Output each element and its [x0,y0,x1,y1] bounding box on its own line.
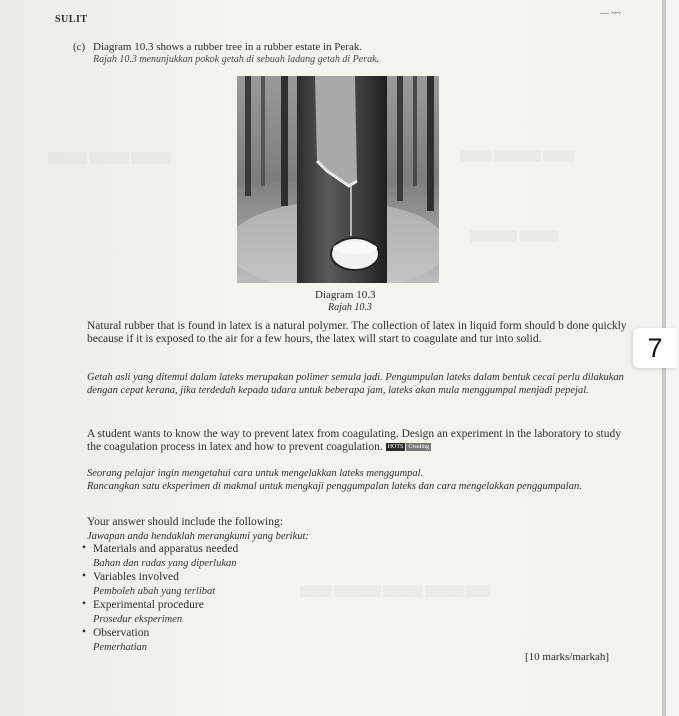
bleed-through-text: ▒▒▒▒▒▒ ▒▒▒▒▒ [470,230,559,242]
list-item: • Observation [82,627,382,640]
question-label: (c) [73,41,86,53]
task-en-text: A student wants to know the way to prevent latex from coagulating. Design an experiment in the laboratory to study the coagulation process in latex and how to prevent coagulation. [87,428,621,453]
top-right-mark: — ~~ [600,8,621,18]
list-item-ms: Bahan dan radas yang diperlukan [93,558,237,569]
list-item-ms: Prosedur eksperimen [93,614,183,625]
question-intro-en: Diagram 10.3 shows a rubber tree in a rubber estate in Perak. [93,41,363,53]
figure-caption-ms: Rajah 10.3 [328,302,372,313]
bleed-through-text: ▒▒▒▒ ▒▒▒▒▒▒ ▒▒▒▒ [460,150,575,162]
bleed-through-text: ▒▒▒▒ ▒▒▒▒▒▒ ▒▒▒▒▒ ▒▒▒▒▒ ▒▒▒ [300,585,491,597]
page-header-code: SULIT [55,14,88,25]
bleed-through-text: ▒▒▒▒▒ ▒▒▒▒▒ ▒▒▒▒▒ [48,152,171,164]
rubber-tree-illustration [237,76,439,283]
hots-badge: HOTS [387,444,404,451]
list-item: • Variables involved [82,571,382,584]
marks-allocation: [10 marks/markah] [525,651,609,663]
requirements-list [82,543,382,655]
hots-badge-creating: Creating [408,444,430,451]
task-en [87,428,632,454]
instructions-en: Your answer should include the following: [87,516,283,528]
list-item: • Materials and apparatus needed [82,543,382,556]
rubber-tree-photo [237,76,439,283]
figure-caption-en: Diagram 10.3 [315,289,376,301]
passage-ms: Getah asli yang ditemui dalam lateks merupakan polimer semula jadi. Pengumpulan lateks dalam bentuk cecai perlu dilakukan dengan cepat kerana, jika terdedah kepada udara untuk beberapa jam, lateks akan mula menggumpal menjadi pepejal. [87,372,624,396]
list-item-ms: Pemerhatian [93,642,148,653]
list-item: • Experimental procedure [82,599,382,612]
list-item-ms: Pemboleh ubah yang terlibat [93,586,216,597]
instructions-ms: Jawapan anda hendaklah merangkumi yang berikut: [87,531,309,542]
passage-en: Natural rubber that is found in latex is a natural polymer. The collection of latex in liquid form should b done quickly because if it is exposed to the air for a few hours, the latex will start to coagulate and tur into solid. [87,320,627,345]
task-ms-line1: Seorang pelajar ingin mengetahui cara untuk mengelakkan lateks menggumpal. [87,468,424,479]
page-number-badge[interactable]: 7 [633,328,677,368]
question-intro-ms: Rajah 10.3 menunjukkan pokok getah di sebuah ladang getah di Perak. [93,54,380,65]
task-ms-line2: Rancangkan satu eksperimen di makmal untuk mengkaji penggumpalan lateks dan cara mengelakkan penggumpalan. [87,481,582,492]
